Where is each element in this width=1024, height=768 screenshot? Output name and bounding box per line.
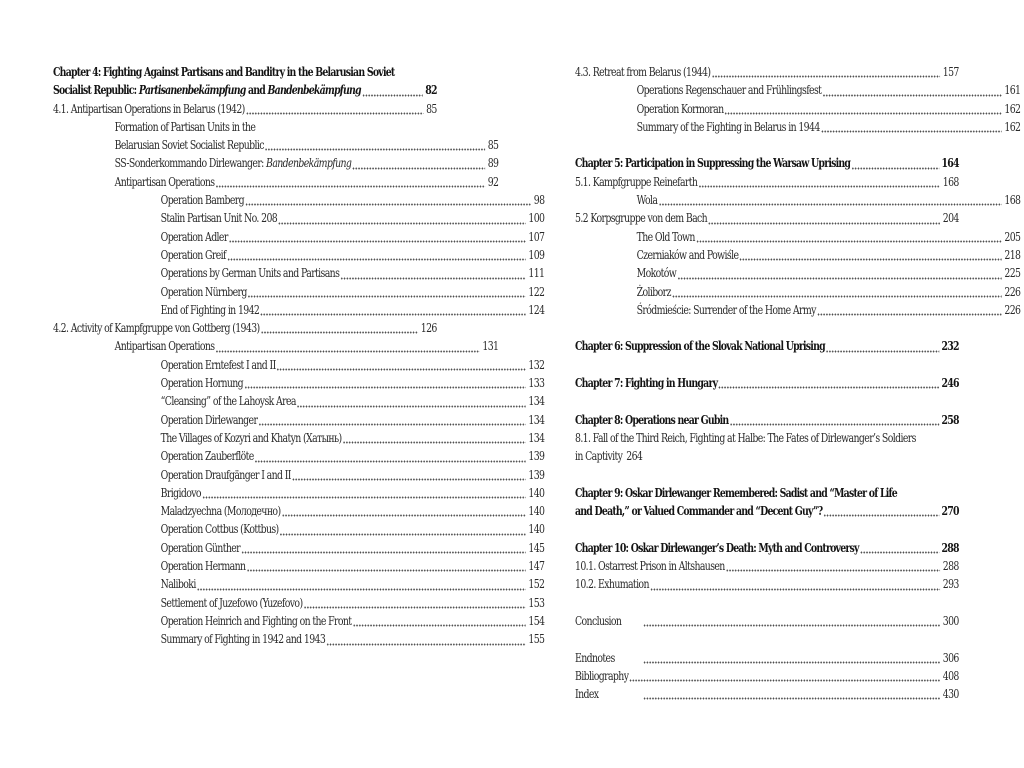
page-number: 205 xyxy=(1004,229,1021,244)
toc-entry-label: and Death,” or Valued Commander and “Decent Guy”? xyxy=(575,504,823,519)
page-number: 293 xyxy=(942,577,959,592)
dot-leader xyxy=(216,185,485,188)
dot-leader xyxy=(343,441,526,444)
toc-entry-label: Summary of the Fighting in Belarus in 1944 xyxy=(636,119,820,134)
page-number: 153 xyxy=(528,595,545,610)
dot-leader xyxy=(280,533,526,536)
toc-entry-label: Antipartisan Operations xyxy=(114,174,215,189)
toc-entry-label: Maladzyechna (Молодечно) xyxy=(160,504,281,519)
page-number: 140 xyxy=(528,485,545,500)
page-number: 300 xyxy=(942,613,959,628)
toc-entry xyxy=(53,319,437,337)
toc-entry xyxy=(575,575,959,593)
page-number: 162 xyxy=(1004,101,1021,116)
toc-entry xyxy=(53,191,544,209)
dot-leader xyxy=(817,313,1002,316)
page-number: 92 xyxy=(487,174,499,189)
dot-leader xyxy=(282,514,526,517)
dot-leader xyxy=(719,386,939,389)
toc-entry xyxy=(575,81,1020,99)
dot-leader xyxy=(247,569,526,572)
toc-entry xyxy=(53,447,544,465)
toc-chapter-heading xyxy=(575,484,959,502)
toc-entry-label: Operation Günther xyxy=(160,540,241,555)
toc-entry-label: Czerniaków and Powiśle xyxy=(636,247,739,262)
dot-leader xyxy=(821,130,1002,133)
toc-entry xyxy=(53,337,498,355)
toc-entry xyxy=(53,228,544,246)
page-number: 154 xyxy=(528,613,545,628)
page-number: 288 xyxy=(941,540,959,555)
toc-entry xyxy=(53,209,544,227)
page-number: 162 xyxy=(1004,119,1021,134)
toc-entry-label: End of Fighting in 1942 xyxy=(160,302,260,317)
toc-entry-label: Chapter 7: Fighting in Hungary xyxy=(575,376,718,391)
dot-leader xyxy=(202,496,526,499)
page-number: 168 xyxy=(942,174,959,189)
toc-entry-label: Chapter 4: Fighting Against Partisans and Banditry in the Belarusian Soviet xyxy=(53,65,395,79)
dot-leader xyxy=(353,167,486,170)
toc-entry-label: Operation Cottbus (Kottbus) xyxy=(160,522,279,537)
toc-entry xyxy=(575,228,1020,246)
dot-leader xyxy=(699,185,941,188)
toc-entry xyxy=(53,246,544,264)
toc-entry-label: SS-Sonderkommando Dirlewanger: Bandenbekämpfung xyxy=(114,156,352,171)
page-number: 270 xyxy=(941,504,959,519)
toc-chapter-heading xyxy=(53,63,437,81)
toc-entry xyxy=(575,685,959,703)
toc-page-right xyxy=(575,63,1021,703)
toc-entry-label: 10.1. Ostarrest Prison in Altshausen xyxy=(575,559,725,574)
toc-entry xyxy=(53,264,544,282)
toc-entry xyxy=(575,191,1020,209)
toc-entry-label: Operation Nürnberg xyxy=(160,284,247,299)
page-number: 131 xyxy=(482,339,499,354)
toc-entry xyxy=(575,667,959,685)
page-number: 100 xyxy=(528,211,545,226)
toc-entry-label: Operation Greif xyxy=(160,247,226,262)
dot-leader xyxy=(246,203,532,206)
toc-entry-label: Chapter 8: Operations near Gubin xyxy=(575,412,729,427)
page-number: 155 xyxy=(528,632,545,647)
toc-entry-label: Antipartisan Operations xyxy=(114,339,215,354)
toc-entry xyxy=(53,374,544,392)
dot-leader xyxy=(644,661,941,664)
page-number: 85 xyxy=(426,101,437,116)
dot-leader xyxy=(245,386,526,389)
page-number: 82 xyxy=(425,83,437,98)
dot-leader xyxy=(362,94,423,97)
page-number: 306 xyxy=(942,650,959,665)
toc-entry-label: Operation Adler xyxy=(160,229,228,244)
toc-entry-label: Conclusion xyxy=(575,613,622,628)
page-number: 109 xyxy=(528,247,545,262)
dot-leader xyxy=(659,203,1002,206)
page-number: 134 xyxy=(528,412,545,427)
toc-entry xyxy=(53,301,544,319)
toc-chapter-heading xyxy=(575,411,959,429)
dot-leader xyxy=(712,75,940,78)
page-number: 134 xyxy=(528,430,545,445)
page-number: 430 xyxy=(942,687,959,702)
dot-leader xyxy=(304,606,526,609)
page-number: 258 xyxy=(941,412,959,427)
page-number: 98 xyxy=(533,193,545,208)
toc-entry-label: Operation Kormoran xyxy=(636,101,724,116)
toc-entry-label: Settlement of Juzefowo (Yuzefovo) xyxy=(160,595,303,610)
toc-entry-label: 8.1. Fall of the Third Reich, Fighting at Halbe: The Fates of Dirlewanger’s Soldiers xyxy=(575,430,916,445)
dot-leader xyxy=(650,588,940,591)
toc-entry xyxy=(53,520,544,538)
dot-leader xyxy=(709,222,941,225)
toc-entry-label: Mokotów xyxy=(636,266,677,281)
dot-leader xyxy=(297,405,526,408)
toc-entry xyxy=(53,594,544,612)
toc-entry xyxy=(53,557,544,575)
toc-entry-label: The Villages of Kozyri and Khatyn (Хатынь) xyxy=(160,430,342,445)
toc-entry xyxy=(575,301,1020,319)
page-number: 164 xyxy=(941,156,959,171)
toc-entry-label: Wola xyxy=(636,193,658,208)
toc-entry-label: 4.1. Antipartisan Operations in Belarus (1942) xyxy=(53,101,245,116)
toc-entry-label: in Captivity xyxy=(575,449,623,464)
toc-entry-label: Socialist Republic: Partisanenbekämpfung and Bandenbekämpfung xyxy=(53,83,361,98)
page-number: 264 xyxy=(626,449,643,464)
toc-entry xyxy=(53,411,544,429)
dot-leader xyxy=(259,423,526,426)
dot-leader xyxy=(277,368,526,371)
toc-entry-label: Żoliborz xyxy=(636,284,671,299)
toc-entry xyxy=(53,484,544,502)
dot-leader xyxy=(279,222,526,225)
page-number: 140 xyxy=(528,504,545,519)
dot-leader xyxy=(242,551,526,554)
toc-entry xyxy=(53,612,544,630)
toc-entry xyxy=(575,173,959,191)
toc-entry xyxy=(53,575,544,593)
dot-leader xyxy=(726,569,940,572)
toc-chapter-heading xyxy=(53,81,437,99)
toc-chapter-heading xyxy=(575,539,959,557)
toc-entry xyxy=(575,209,959,227)
toc-chapter-heading xyxy=(575,337,959,355)
page-number: 161 xyxy=(1004,83,1021,98)
page-number: 111 xyxy=(528,266,545,281)
toc-entry-label: Operation Draufgänger I and II xyxy=(160,467,291,482)
dot-leader xyxy=(265,148,485,151)
dot-leader xyxy=(644,624,941,627)
page-number: 132 xyxy=(528,357,545,372)
dot-leader xyxy=(227,258,526,261)
toc-entry-label: Operation Hornung xyxy=(160,376,244,391)
dot-leader xyxy=(216,350,480,353)
page-number: 134 xyxy=(528,394,545,409)
page-number: 140 xyxy=(528,522,545,537)
toc-entry-label: Chapter 9: Oskar Dirlewanger Remembered: Sadist and “Master of Life xyxy=(575,485,897,500)
toc-entry xyxy=(575,612,959,630)
page-number: 85 xyxy=(487,138,499,153)
page-number: 225 xyxy=(1004,266,1021,281)
toc-entry-label: Bibliography xyxy=(575,668,629,683)
toc-entry xyxy=(53,466,544,484)
toc-entry xyxy=(575,264,1020,282)
page-number: 122 xyxy=(528,284,545,299)
dot-leader xyxy=(823,94,1002,97)
dot-leader xyxy=(341,277,526,280)
dot-leader xyxy=(725,112,1002,115)
page-number: 288 xyxy=(942,559,959,574)
toc-entry-label: Formation of Partisan Units in the xyxy=(114,119,256,134)
dot-leader xyxy=(860,551,939,554)
page-number: 147 xyxy=(528,559,545,574)
toc-entry-label: Śródmieście: Surrender of the Home Army xyxy=(636,302,816,317)
page-number: 204 xyxy=(942,211,959,226)
page-number: 124 xyxy=(528,302,545,317)
dot-leader xyxy=(824,514,939,517)
page-number: 145 xyxy=(528,540,545,555)
dot-leader xyxy=(261,331,418,334)
toc-chapter-heading xyxy=(575,154,959,172)
toc-entry xyxy=(575,100,1020,118)
toc-chapter-heading xyxy=(575,374,959,392)
toc-entry-label: Naliboki xyxy=(160,577,196,592)
toc-entry-label: The Old Town xyxy=(636,229,695,244)
toc-entry xyxy=(53,118,498,136)
toc-entry-label: 4.2. Activity of Kampfgruppe von Gottberg (1943) xyxy=(53,321,260,336)
toc-entry xyxy=(575,283,1020,301)
dot-leader xyxy=(248,295,526,298)
toc-entry-label: 5.2 Korpsgruppe von dem Bach xyxy=(575,211,708,226)
dot-leader xyxy=(229,240,526,243)
dot-leader xyxy=(696,240,1002,243)
toc-entry xyxy=(53,283,544,301)
toc-entry-label: Operations by German Units and Partisans xyxy=(160,266,340,281)
toc-entry xyxy=(575,63,959,81)
toc-entry-label: Operation Dirlewanger xyxy=(160,412,258,427)
dot-leader xyxy=(261,313,526,316)
dot-leader xyxy=(630,679,941,682)
toc-entry xyxy=(53,154,498,172)
toc-entry-label: Operation Heinrich and Fighting on the Front xyxy=(160,613,352,628)
page-number: 232 xyxy=(941,339,959,354)
page-number: 168 xyxy=(1004,193,1021,208)
page-number: 246 xyxy=(941,376,959,391)
toc-entry-label: Chapter 5: Participation in Suppressing the Warsaw Uprising xyxy=(575,156,851,171)
toc-entry xyxy=(575,557,959,575)
toc-entry-label: 10.2. Exhumation xyxy=(575,577,649,592)
toc-entry xyxy=(53,539,544,557)
toc-entry-label: Index xyxy=(575,687,599,702)
page-number: 408 xyxy=(942,668,959,683)
toc-entry-label: Chapter 10: Oskar Dirlewanger’s Death: Myth and Controversy xyxy=(575,540,859,555)
page-number: 226 xyxy=(1004,284,1021,299)
dot-leader xyxy=(353,624,526,627)
dot-leader xyxy=(197,588,526,591)
page-number: 226 xyxy=(1004,302,1021,317)
toc-page-left xyxy=(53,63,545,649)
toc-entry-label: Operations Regenschauer and Frühlingsfest xyxy=(636,83,822,98)
toc-entry xyxy=(53,100,437,118)
toc-entry-label: Chapter 6: Suppression of the Slovak National Uprising xyxy=(575,339,825,354)
toc-entry xyxy=(53,429,544,447)
page-number: 126 xyxy=(420,321,437,336)
toc-entry-label: Stalin Partisan Unit No. 208 xyxy=(160,211,278,226)
page-number: 139 xyxy=(528,449,545,464)
dot-leader xyxy=(292,478,526,481)
toc-entry xyxy=(575,246,1020,264)
dot-leader xyxy=(255,460,526,463)
dot-leader xyxy=(246,112,423,115)
dot-leader xyxy=(327,643,526,646)
toc-entry-label: “Cleansing” of the Lahoysk Area xyxy=(160,394,296,409)
toc-entry-label: Endnotes xyxy=(575,650,615,665)
dot-leader xyxy=(730,423,939,426)
page-number: 157 xyxy=(942,65,959,79)
toc-entry xyxy=(575,649,959,667)
toc-entry xyxy=(575,447,959,465)
toc-entry xyxy=(53,392,544,410)
dot-leader xyxy=(852,167,939,170)
page-number: 218 xyxy=(1004,247,1021,262)
toc-entry xyxy=(575,429,959,447)
dot-leader xyxy=(826,350,939,353)
page-number: 152 xyxy=(528,577,545,592)
toc-entry-label: 5.1. Kampfgruppe Reinefarth xyxy=(575,174,698,189)
page-number: 89 xyxy=(487,156,499,171)
toc-entry xyxy=(53,173,498,191)
toc-entry-label: Operation Erntefest I and II xyxy=(160,357,276,372)
toc-entry xyxy=(53,630,544,648)
page-number: 107 xyxy=(528,229,545,244)
toc-entry-label: Operation Zauberflöte xyxy=(160,449,254,464)
dot-leader xyxy=(740,258,1002,261)
toc-entry xyxy=(53,502,544,520)
page-number: 139 xyxy=(528,467,545,482)
page-number: 133 xyxy=(528,376,545,391)
toc-entry-label: Brigidovo xyxy=(160,485,201,500)
toc-entry xyxy=(53,356,544,374)
toc-entry-label: Summary of Fighting in 1942 and 1943 xyxy=(160,632,326,647)
toc-entry xyxy=(53,136,498,154)
toc-entry-label: Belarusian Soviet Socialist Republic xyxy=(114,138,264,153)
dot-leader xyxy=(644,697,941,700)
dot-leader xyxy=(678,277,1002,280)
toc-entry-label: Operation Bamberg xyxy=(160,193,245,208)
toc-entry xyxy=(575,118,1020,136)
dot-leader xyxy=(672,295,1002,298)
toc-entry-label: Operation Hermann xyxy=(160,559,246,574)
toc-chapter-heading xyxy=(575,502,959,520)
toc-entry-label: 4.3. Retreat from Belarus (1944) xyxy=(575,65,711,79)
